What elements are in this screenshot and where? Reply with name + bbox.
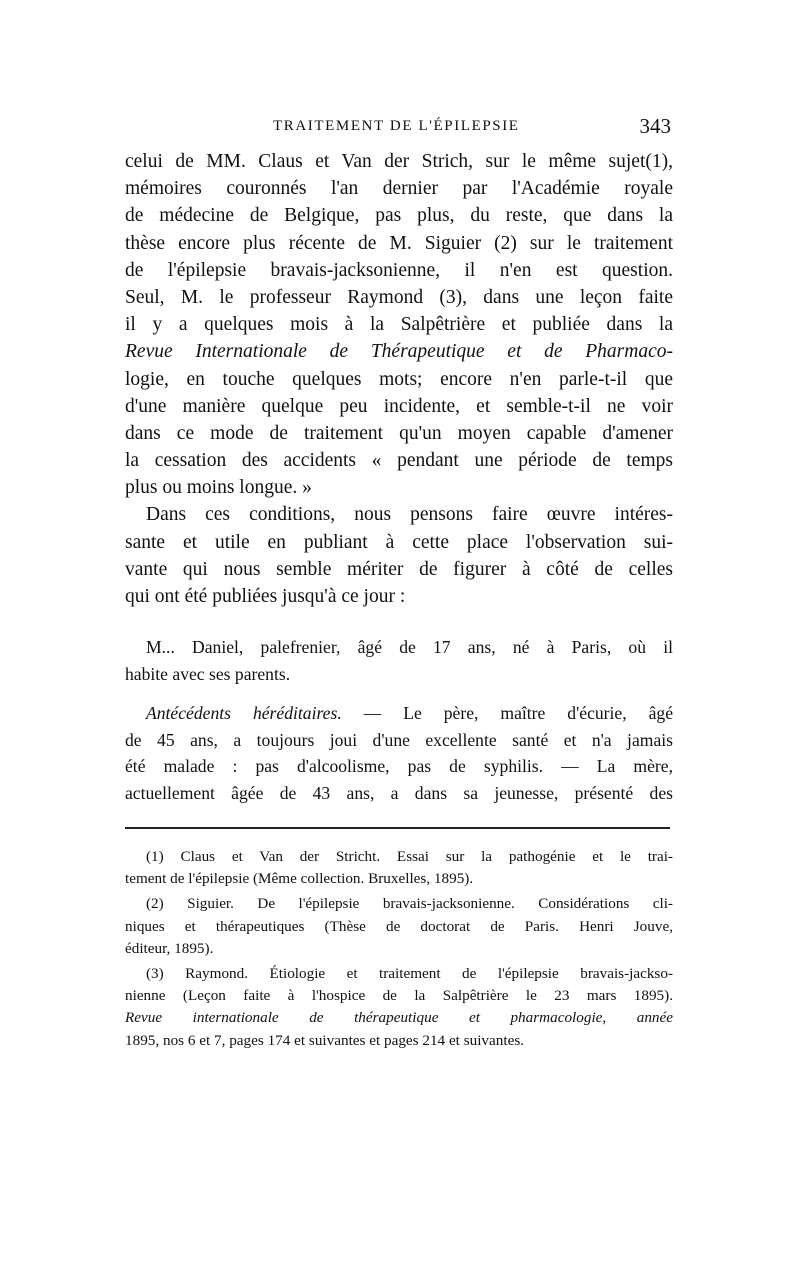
- footnotes: [125, 846, 673, 1052]
- section-heading: Antécédents héréditaires.: [146, 703, 342, 723]
- footnote-1-line: (1) Claus et Van der Stricht. Essai sur la pathogénie et le trai-: [146, 848, 673, 865]
- text-line: thèse encore plus récente de M. Siguier (2) sur le traitement: [125, 232, 673, 254]
- footnote-3-line: (3) Raymond. Étiologie et traitement de l'épilepsie bravais-jackso-: [146, 964, 673, 982]
- text-line: été malade : pas d'alcoolisme, pas de syphilis. — La mère,: [125, 756, 673, 776]
- footnote-3-line: 1895, nos 6 et 7, pages 174 et suivantes et pages 214 et suivantes.: [125, 1031, 525, 1049]
- text-line-journal-title: [125, 338, 673, 365]
- text-line-paragraph-start: Dans ces conditions, nous pensons faire œuvre intéres-: [146, 504, 673, 526]
- footnote-3-line: [125, 1007, 673, 1029]
- text-line: il y a quelques mois à la Salpêtrière et publiée dans la: [125, 314, 673, 336]
- page-body: [125, 148, 673, 803]
- footnote-1-line: tement de l'épilepsie (Même collection. Bruxelles, 1895).: [125, 870, 474, 888]
- text-line: habite avec ses parents.: [125, 663, 291, 684]
- text-line: plus ou moins longue. »: [125, 477, 312, 499]
- observation-intro: [125, 634, 673, 687]
- text-line: de médecine de Belgique, pas plus, du reste, que dans la: [125, 205, 673, 227]
- text-line: logie, en touche quelques mots; encore n'en parle-t-il que: [125, 368, 673, 390]
- footnote-3-line: nienne (Leçon faite à l'hospice de la Salpêtrière le 23 mars 1895).: [125, 987, 673, 1005]
- text-line-paragraph-start: M... Daniel, palefrenier, âgé de 17 ans, né à Paris, où il: [146, 637, 673, 657]
- journal-title: Revue internationale de thérapeutique et pharmacologie, année: [125, 1009, 673, 1027]
- text-line: celui de MM. Claus et Van der Strich, sur le même sujet(1),: [125, 151, 673, 172]
- journal-title: Revue Internationale de Thérapeutique et de Pharmaco-: [125, 341, 673, 363]
- text-line: de l'épilepsie bravais-jacksonienne, il n'en est question.: [125, 259, 673, 281]
- text-line: d'une manière quelque peu incidente, et semble-t-il ne voir: [125, 395, 673, 417]
- text-line: dans ce mode de traitement qu'un moyen capable d'amener: [125, 422, 673, 444]
- text-line: mémoires couronnés l'an dernier par l'Académie royale: [125, 178, 673, 200]
- hereditary-history: [125, 700, 673, 806]
- running-header: [125, 114, 673, 142]
- footnote-2-line: niques et thérapeutiques (Thèse de doctorat de Paris. Henri Jouve,: [125, 917, 673, 935]
- text-line: vante qui nous semble mériter de figurer à côté de celles: [125, 558, 673, 580]
- text-line: sante et utile en publiant à cette place l'observation sui-: [125, 531, 673, 553]
- running-title: TRAITEMENT DE L'ÉPILEPSIE: [273, 118, 520, 134]
- text-line: qui ont été publiées jusqu'à ce jour :: [125, 586, 406, 607]
- text-run: — Le père, maître d'écurie, âgé: [341, 703, 673, 723]
- footnote-separator: [125, 827, 670, 829]
- footnote-2-line: éditeur, 1895).: [125, 939, 214, 957]
- text-line: de 45 ans, a toujours joui d'une excellente santé et n'a jamais: [125, 729, 673, 750]
- text-line: actuellement âgée de 43 ans, a dans sa jeunesse, présenté des: [125, 782, 673, 803]
- page-number: 343: [639, 114, 671, 138]
- main-text: [125, 148, 673, 610]
- text-line-paragraph-start: [125, 700, 673, 727]
- text-line: la cessation des accidents « pendant une période de temps: [125, 450, 673, 472]
- text-line: Seul, M. le professeur Raymond (3), dans une leçon faite: [125, 286, 673, 308]
- footnote-2-line: (2) Siguier. De l'épilepsie bravais-jacksonienne. Considérations cli-: [146, 895, 673, 913]
